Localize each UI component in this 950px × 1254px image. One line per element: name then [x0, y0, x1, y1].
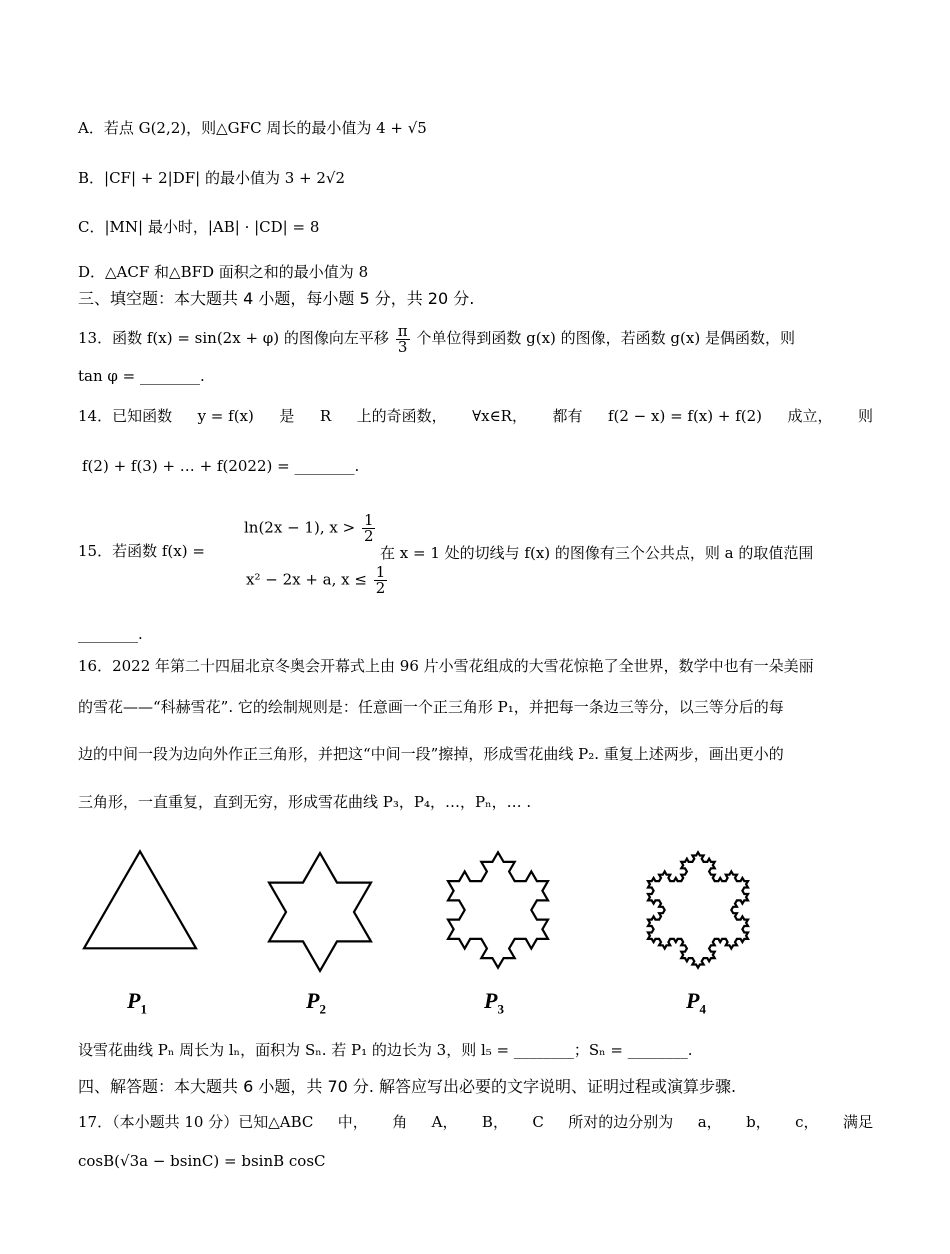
q14-seg: f(2 − x) = f(x) + f(2): [607, 407, 763, 425]
q14-seg: 都有: [552, 407, 583, 425]
question-14-line-2: f(2) + f(3) + … + f(2022) = ________.: [82, 457, 360, 475]
question-16-after: 设雪花曲线 Pₙ 周长为 lₙ，面积为 Sₙ. 若 P₁ 的边长为 3，则 l₅ = ________；Sₙ = ________.: [78, 1041, 693, 1059]
question-16-line-4: 三角形，一直重复，直到无穷，形成雪花曲线 P₃，P₄，…，Pₙ，… .: [78, 793, 532, 811]
q14-seg: y = f(x): [197, 407, 254, 425]
option-a: A．若点 G(2,2)，则△GFC 周长的最小值为 4 + √5: [78, 119, 427, 137]
fraction-numerator: 1: [375, 563, 386, 581]
option-b: B．|CF| + 2|DF| 的最小值为 3 + 2√2: [78, 169, 346, 187]
q15-blank: ________.: [78, 625, 143, 643]
section-3-heading: 三、填空题：本大题共 4 小题，每小题 5 分，共 20 分.: [78, 289, 475, 308]
q14-seg: ∀x∈R，: [472, 407, 527, 425]
fraction-denominator: 3: [397, 337, 408, 356]
q17-seg: 中，: [337, 1113, 368, 1131]
q17-seg: a，: [697, 1113, 722, 1131]
q17-seg: B，: [481, 1113, 508, 1131]
one-half-fraction: [374, 565, 388, 596]
question-13-line-2: tan φ = ________.: [78, 367, 205, 385]
option-c: C．|MN| 最小时，|AB| · |CD| = 8: [78, 218, 320, 236]
q14-seg: 则: [857, 407, 873, 425]
q15-case-2-text: x² − 2x + a, x ≤: [246, 570, 367, 589]
fraction-denominator: 2: [363, 527, 374, 545]
q17-seg: C: [532, 1113, 544, 1131]
q14-seg: 是: [279, 407, 295, 425]
snowflake-p3: [448, 852, 548, 967]
option-d: D．△ACF 和△BFD 面积之和的最小值为 8: [78, 263, 369, 281]
q15-case-2: [246, 565, 389, 596]
fraction-numerator: π: [397, 321, 408, 340]
fraction-numerator: 1: [363, 511, 374, 529]
q17-seg: 满足: [842, 1113, 873, 1131]
label-p1: $P_1$: [127, 988, 147, 1017]
q17-seg: A，: [431, 1113, 458, 1131]
snowflake-p1: [84, 851, 196, 948]
q14-seg: R: [319, 407, 332, 425]
question-16-line-1: 16．2022 年第二十四届北京冬奥会开幕式上由 96 片小雪花组成的大雪花惊艳了全世界，数学中也有一朵美丽: [78, 657, 814, 675]
question-13-line-1: [78, 318, 795, 358]
pi-over-3-fraction: [396, 321, 410, 356]
snowflake-p4: [648, 852, 748, 967]
q17-seg: 17．（本小题共 10 分）已知△ABC: [78, 1113, 314, 1131]
q14-seg: 成立，: [787, 407, 833, 425]
q14-seg: 上的奇函数，: [356, 407, 447, 425]
label-p4: $P_4$: [686, 988, 706, 1017]
question-16-line-3: 边的中间一段为边向外作正三角形，并把这“中间一段”擦掉，形成雪花曲线 P₂. 重复上述两步，画出更小的: [78, 745, 784, 763]
q15-suffix: 在 x = 1 处的切线与 f(x) 的图像有三个公共点，则 a 的取值范围: [380, 544, 814, 562]
q13-text-a: 13．函数 f(x) = sin(2x + φ) 的图像向左平移: [78, 329, 389, 347]
q15-prefix: 15．若函数 f(x) =: [78, 542, 205, 560]
label-p2: $P_2$: [306, 988, 326, 1017]
question-14-line-1: [78, 406, 873, 426]
section-4-heading: 四、解答题：本大题共 6 小题，共 70 分. 解答应写出必要的文字说明、证明过程或演算步骤.: [78, 1077, 737, 1096]
question-16-line-2: 的雪花——“科赫雪花”. 它的绘制规则是：任意画一个正三角形 P₁，并把每一条边三等分，以三等分后的每: [78, 698, 784, 716]
q15-case-1-text: ln(2x − 1), x >: [244, 518, 356, 537]
q17-seg: c，: [795, 1113, 819, 1131]
koch-snowflake-figure: [70, 830, 890, 1020]
q13-text-b: 个单位得到函数 g(x) 的图像，若函数 g(x) 是偶函数，则: [416, 329, 795, 347]
q17-seg: b，: [746, 1113, 771, 1131]
question-17-line-2: cosB(√3a − bsinC) = bsinB cosC: [78, 1152, 326, 1170]
question-17-line-1: [78, 1112, 873, 1132]
one-half-fraction: [362, 513, 376, 544]
q17-seg: 所对的边分别为: [568, 1113, 674, 1131]
label-p3: $P_3$: [484, 988, 504, 1017]
q14-seg: 14．已知函数: [78, 407, 173, 425]
fraction-denominator: 2: [375, 579, 386, 597]
snowflake-p2: [269, 853, 371, 971]
q17-seg: 角: [392, 1113, 408, 1131]
q15-case-1: [244, 513, 377, 544]
